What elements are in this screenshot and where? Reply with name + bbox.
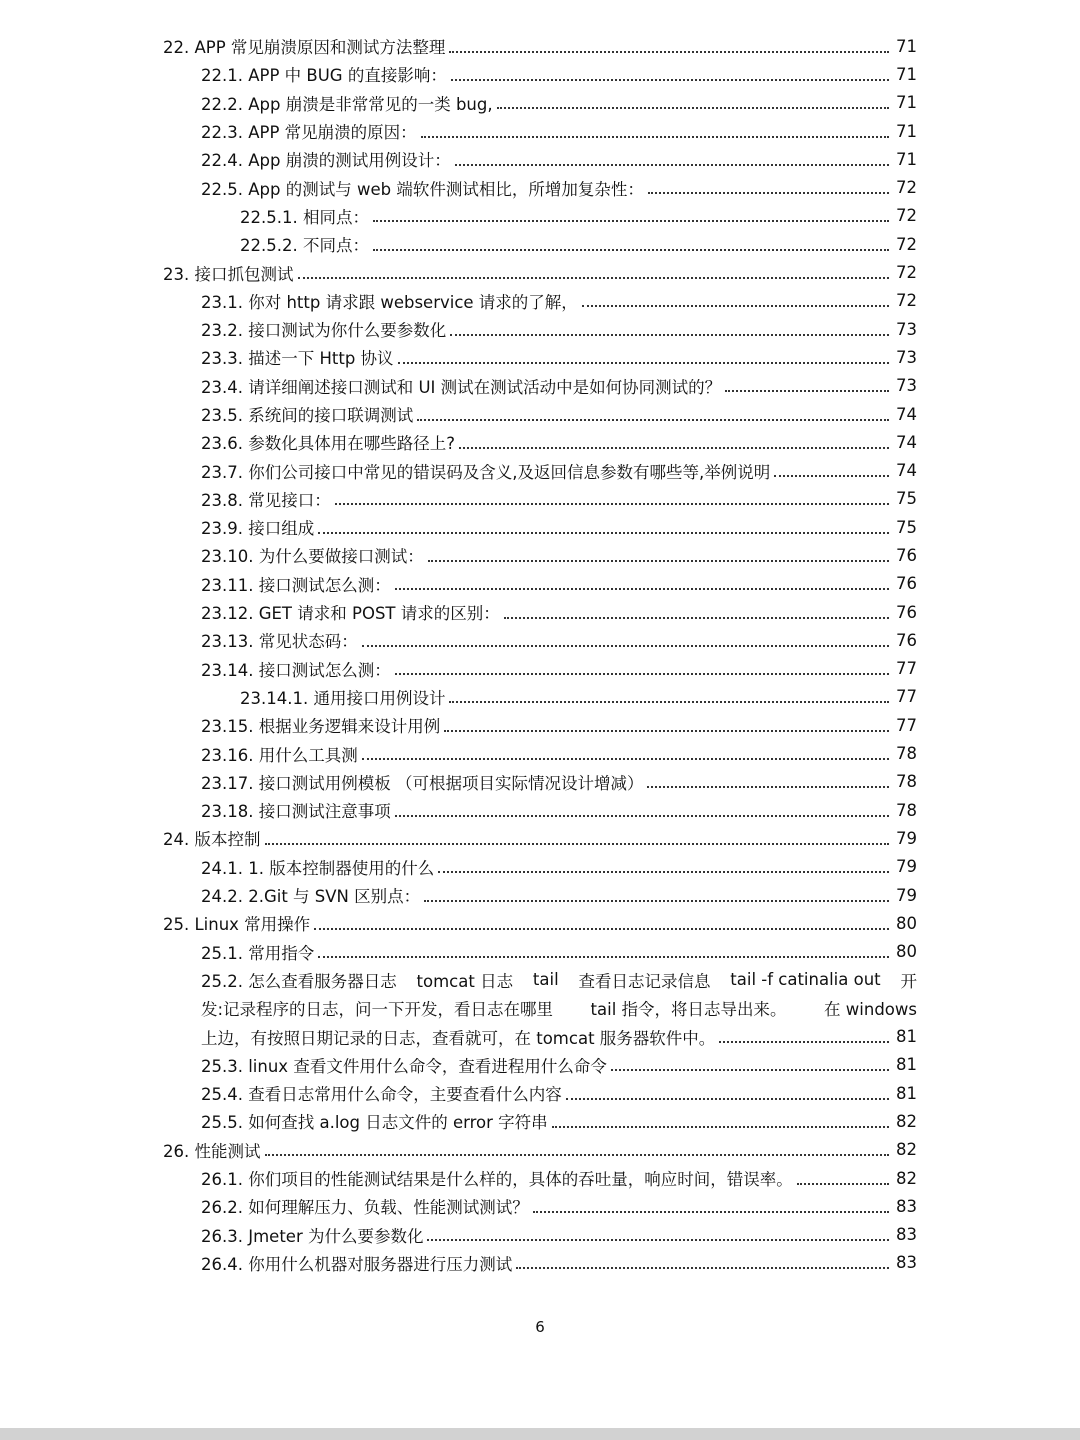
toc-entry-label: 25.3. linux 查看文件用什么命令，查看进程用什么命令 — [201, 1056, 607, 1076]
wrapped-text: 在 windows — [824, 1000, 917, 1020]
toc-entry-label: 25. Linux 常用操作 — [163, 915, 311, 935]
dot-leader — [265, 842, 890, 845]
toc-entry-page: 79 — [896, 828, 917, 848]
toc-entry-label: 23.1. 你对 http 请求跟 webservice 请求的了解， — [201, 292, 578, 312]
dot-leader — [428, 559, 889, 562]
dot-leader — [318, 955, 889, 958]
toc-wrapped-line-1 — [0, 966, 1080, 994]
dot-leader — [647, 785, 889, 788]
toc-entry-label: 23.18. 接口测试注意事项 — [201, 802, 391, 822]
toc-entry-label: 23.10. 为什么要做接口测试： — [201, 547, 424, 567]
dot-leader — [533, 1210, 889, 1213]
toc-entry[interactable] — [0, 1220, 1080, 1248]
toc-entry[interactable] — [0, 1249, 1080, 1277]
dot-leader — [265, 1153, 890, 1156]
toc-entry-label: 23.15. 根据业务逻辑来设计用例 — [201, 717, 441, 737]
toc-entry-page: 81 — [896, 1027, 917, 1047]
toc-entry[interactable] — [0, 796, 1080, 824]
toc-entry-label: 上边，有按照日期记录的日志，查看就可，在 tomcat 服务器软件中。 — [201, 1028, 716, 1048]
toc-entry-label: 26.3. Jmeter 为什么要参数化 — [201, 1226, 424, 1246]
toc-entry-label: 25.4. 查看日志常用什么命令，主要查看什么内容 — [201, 1085, 562, 1105]
toc-entry-page: 79 — [896, 857, 917, 877]
toc-entry-page: 83 — [896, 1253, 917, 1273]
toc-entry-label: 23.13. 常见状态码： — [201, 632, 358, 652]
dot-leader — [362, 644, 889, 647]
toc-entry[interactable] — [0, 768, 1080, 796]
toc-entry[interactable] — [0, 655, 1080, 683]
toc-entry-label: 22.5. App 的测试与 web 端软件测试相比，所增加复杂性： — [201, 179, 644, 199]
toc-entry[interactable] — [0, 32, 1080, 60]
dot-leader — [611, 1068, 889, 1071]
dot-leader — [395, 672, 889, 675]
toc-entry[interactable] — [0, 711, 1080, 739]
toc-entry[interactable] — [0, 598, 1080, 626]
dot-leader — [395, 587, 889, 590]
toc-entry[interactable] — [0, 1051, 1080, 1079]
toc-entry[interactable] — [0, 456, 1080, 484]
toc-entry-label: 23.3. 描述一下 Http 协议 — [201, 349, 394, 369]
dot-leader — [314, 927, 889, 930]
dot-leader — [719, 1040, 889, 1043]
dot-leader — [504, 616, 889, 619]
toc-entry[interactable] — [0, 1164, 1080, 1192]
dot-leader — [497, 106, 889, 109]
toc-entry[interactable] — [0, 513, 1080, 541]
dot-leader — [362, 757, 889, 760]
toc-entry-label: 22.2. App 崩溃是非常常见的一类 bug, — [201, 94, 493, 114]
toc-entry-label: 26. 性能测试 — [163, 1141, 261, 1161]
toc-entry-label: 22.3. APP 常见崩溃的原因： — [201, 123, 417, 143]
dot-leader — [450, 333, 889, 336]
toc-entry-page: 71 — [896, 149, 917, 169]
toc-entry-label: 26.2. 如何理解压力、负载、性能测试测试？ — [201, 1198, 529, 1218]
toc-entry-label: 26.1. 你们项目的性能测试结果是什么样的，具体的吞吐量，响应时间，错误率。 — [201, 1170, 793, 1190]
toc-entry-page: 75 — [896, 517, 917, 537]
dot-leader — [417, 418, 889, 421]
toc-entry[interactable] — [0, 824, 1080, 852]
toc-entry[interactable] — [0, 372, 1080, 400]
toc-entry[interactable] — [0, 1136, 1080, 1164]
dot-leader — [566, 1097, 889, 1100]
toc-entry-page: 74 — [896, 432, 917, 452]
toc-entry[interactable] — [0, 485, 1080, 513]
wrapped-text: 开 — [900, 971, 917, 991]
wrapped-text: tail — [532, 970, 559, 990]
dot-leader — [438, 870, 889, 873]
toc-entry-label: 23.11. 接口测试怎么测： — [201, 575, 391, 595]
toc-entry-page: 83 — [896, 1196, 917, 1216]
toc-entry[interactable] — [0, 258, 1080, 286]
toc-entry-page: 82 — [896, 1168, 917, 1188]
dot-leader — [451, 78, 889, 81]
dot-leader — [725, 389, 889, 392]
toc-entry-page: 80 — [896, 913, 917, 933]
dot-leader — [373, 219, 889, 222]
dot-leader — [395, 814, 889, 817]
toc-entry-label: 23.6. 参数化具体用在哪些路径上? — [201, 434, 455, 454]
toc-entry-label: 23.8. 常见接口： — [201, 490, 331, 510]
dot-leader — [444, 729, 889, 732]
toc-entry-label: 25.5. 如何查找 a.log 日志文件的 error 字符串 — [201, 1113, 548, 1133]
wrapped-text: tail -f catinalia out — [730, 970, 881, 990]
toc-entry[interactable] — [0, 541, 1080, 569]
dot-leader — [516, 1266, 889, 1269]
toc-entry-page: 80 — [896, 942, 917, 962]
toc-entry-label: 24.2. 2.Git 与 SVN 区别点： — [201, 887, 421, 907]
toc-entry[interactable] — [0, 1079, 1080, 1107]
toc-entry-label: 23.9. 接口组成 — [201, 519, 315, 539]
toc-entry[interactable] — [0, 173, 1080, 201]
toc-entry-label: 23.17. 接口测试用例模板 （可根据项目实际情况设计增减） — [201, 773, 644, 793]
wrapped-text: 查看日志记录信息 — [578, 971, 711, 991]
toc-entry-page: 75 — [896, 489, 917, 509]
toc-entry-page: 74 — [896, 404, 917, 424]
dot-leader — [424, 899, 889, 902]
toc-entry-page: 72 — [896, 178, 917, 198]
toc-entry-label: 22.1. APP 中 BUG 的直接影响： — [201, 66, 447, 86]
dot-leader — [373, 248, 889, 251]
toc-entry-label: 23.14. 接口测试怎么测： — [201, 660, 391, 680]
toc-entry-page: 72 — [896, 234, 917, 254]
toc-entry[interactable] — [0, 202, 1080, 230]
dot-leader — [427, 1238, 889, 1241]
toc-entry-page: 79 — [896, 885, 917, 905]
toc-entry-label: 25.1. 常用指令 — [201, 943, 315, 963]
toc-entry-label: 22.5.2. 不同点： — [240, 236, 369, 256]
toc-entry-label: 22. APP 常见崩溃原因和测试方法整理 — [163, 38, 446, 58]
toc-entry-page: 71 — [896, 93, 917, 113]
dot-leader — [455, 163, 889, 166]
toc-entry-label: 24. 版本控制 — [163, 830, 261, 850]
toc-entry[interactable] — [0, 343, 1080, 371]
dot-leader — [318, 531, 889, 534]
toc-entry-page: 83 — [896, 1225, 917, 1245]
toc-entry-page: 73 — [896, 376, 917, 396]
toc-entry-page: 76 — [896, 602, 917, 622]
toc-section-after — [0, 1051, 1080, 1277]
toc-entry[interactable] — [0, 60, 1080, 88]
dot-leader — [421, 135, 889, 138]
dot-leader — [797, 1182, 889, 1185]
toc-entry-page: 82 — [896, 1111, 917, 1131]
toc-entry-page: 77 — [896, 715, 917, 735]
toc-entry[interactable] — [0, 400, 1080, 428]
wrapped-text: 25.2. 怎么查看服务器日志 — [201, 971, 397, 991]
toc-section-before — [0, 32, 1080, 966]
toc-entry[interactable] — [0, 1192, 1080, 1220]
toc-entry-page: 72 — [896, 263, 917, 283]
toc-wrapped-line-2 — [0, 994, 1080, 1022]
toc-entry-page: 73 — [896, 319, 917, 339]
toc-entry[interactable] — [0, 938, 1080, 966]
table-of-contents — [0, 32, 1080, 1277]
dot-leader — [774, 474, 889, 477]
toc-entry-label: 23.4. 请详细阐述接口测试和 UI 测试在测试活动中是如何协同测试的？ — [201, 377, 722, 397]
toc-entry[interactable] — [0, 739, 1080, 767]
toc-entry[interactable] — [0, 1107, 1080, 1135]
toc-entry-page: 76 — [896, 574, 917, 594]
toc-entry-label: 23.5. 系统间的接口联调测试 — [201, 406, 414, 425]
toc-entry-page: 76 — [896, 630, 917, 650]
dot-leader — [398, 361, 889, 364]
toc-entry-page: 77 — [896, 659, 917, 679]
toc-wrapped-line-3[interactable] — [0, 1022, 1080, 1050]
dot-leader — [552, 1125, 889, 1128]
dot-leader — [335, 502, 889, 505]
toc-entry-label: 26.4. 你用什么机器对服务器进行压力测试 — [201, 1254, 513, 1274]
dot-leader — [582, 304, 889, 307]
toc-entry-page: 78 — [896, 744, 917, 764]
dot-leader — [449, 50, 889, 53]
dot-leader — [648, 191, 889, 194]
toc-entry-page: 81 — [896, 1055, 917, 1075]
toc-entry-page: 71 — [896, 121, 917, 141]
toc-entry[interactable] — [0, 287, 1080, 315]
toc-entry-label: 23.16. 用什么工具测 — [201, 745, 358, 765]
toc-entry-label: 23.7. 你们公司接口中常见的错误码及含义,及返回信息参数有哪些等,举例说明 — [201, 462, 771, 482]
toc-entry-label: 23.2. 接口测试为你什么要参数化 — [201, 321, 447, 341]
toc-entry-label: 23. 接口抓包测试 — [163, 264, 294, 284]
dot-leader — [449, 700, 889, 703]
toc-entry[interactable] — [0, 909, 1080, 937]
toc-entry-label: 22.4. App 崩溃的测试用例设计： — [201, 151, 451, 171]
dot-leader — [298, 276, 890, 279]
toc-entry-page: 78 — [896, 800, 917, 820]
toc-entry[interactable] — [0, 853, 1080, 881]
toc-entry[interactable] — [0, 145, 1080, 173]
toc-entry-page: 82 — [896, 1140, 917, 1160]
wrapped-text: tomcat 日志 — [416, 971, 514, 991]
toc-entry-page: 71 — [896, 36, 917, 56]
toc-entry-page: 81 — [896, 1083, 917, 1103]
toc-entry[interactable] — [0, 89, 1080, 117]
toc-entry[interactable] — [0, 117, 1080, 145]
toc-entry[interactable] — [0, 570, 1080, 598]
toc-entry-page: 73 — [896, 347, 917, 367]
dot-leader — [459, 446, 889, 449]
wrapped-text: tail 指令，将日志导出来。 — [590, 1000, 787, 1020]
toc-entry[interactable] — [0, 428, 1080, 456]
bottom-edge-bar — [0, 1428, 1080, 1440]
toc-entry-page: 77 — [896, 687, 917, 707]
toc-entry-page: 71 — [896, 64, 917, 84]
page-number: 6 — [535, 1318, 545, 1336]
toc-entry[interactable] — [0, 626, 1080, 654]
wrapped-text: 发:记录程序的日志，问一下开发，看日志在哪里 — [201, 1000, 554, 1020]
toc-entry-label: 23.12. GET 请求和 POST 请求的区别： — [201, 604, 500, 624]
toc-entry-label: 22.5.1. 相同点： — [240, 207, 369, 227]
toc-entry[interactable] — [0, 881, 1080, 909]
toc-entry-page: 78 — [896, 772, 917, 792]
toc-entry[interactable] — [0, 683, 1080, 711]
toc-entry[interactable] — [0, 315, 1080, 343]
toc-entry-page: 74 — [896, 461, 917, 481]
toc-wrapped-entry — [0, 966, 1080, 1051]
toc-entry-label: 24.1. 1. 版本控制器使用的什么 — [201, 858, 435, 878]
toc-entry-page: 72 — [896, 291, 917, 311]
toc-entry-page: 72 — [896, 206, 917, 226]
toc-entry-page: 76 — [896, 545, 917, 565]
toc-entry-label: 23.14.1. 通用接口用例设计 — [240, 688, 446, 708]
toc-entry[interactable] — [0, 230, 1080, 258]
